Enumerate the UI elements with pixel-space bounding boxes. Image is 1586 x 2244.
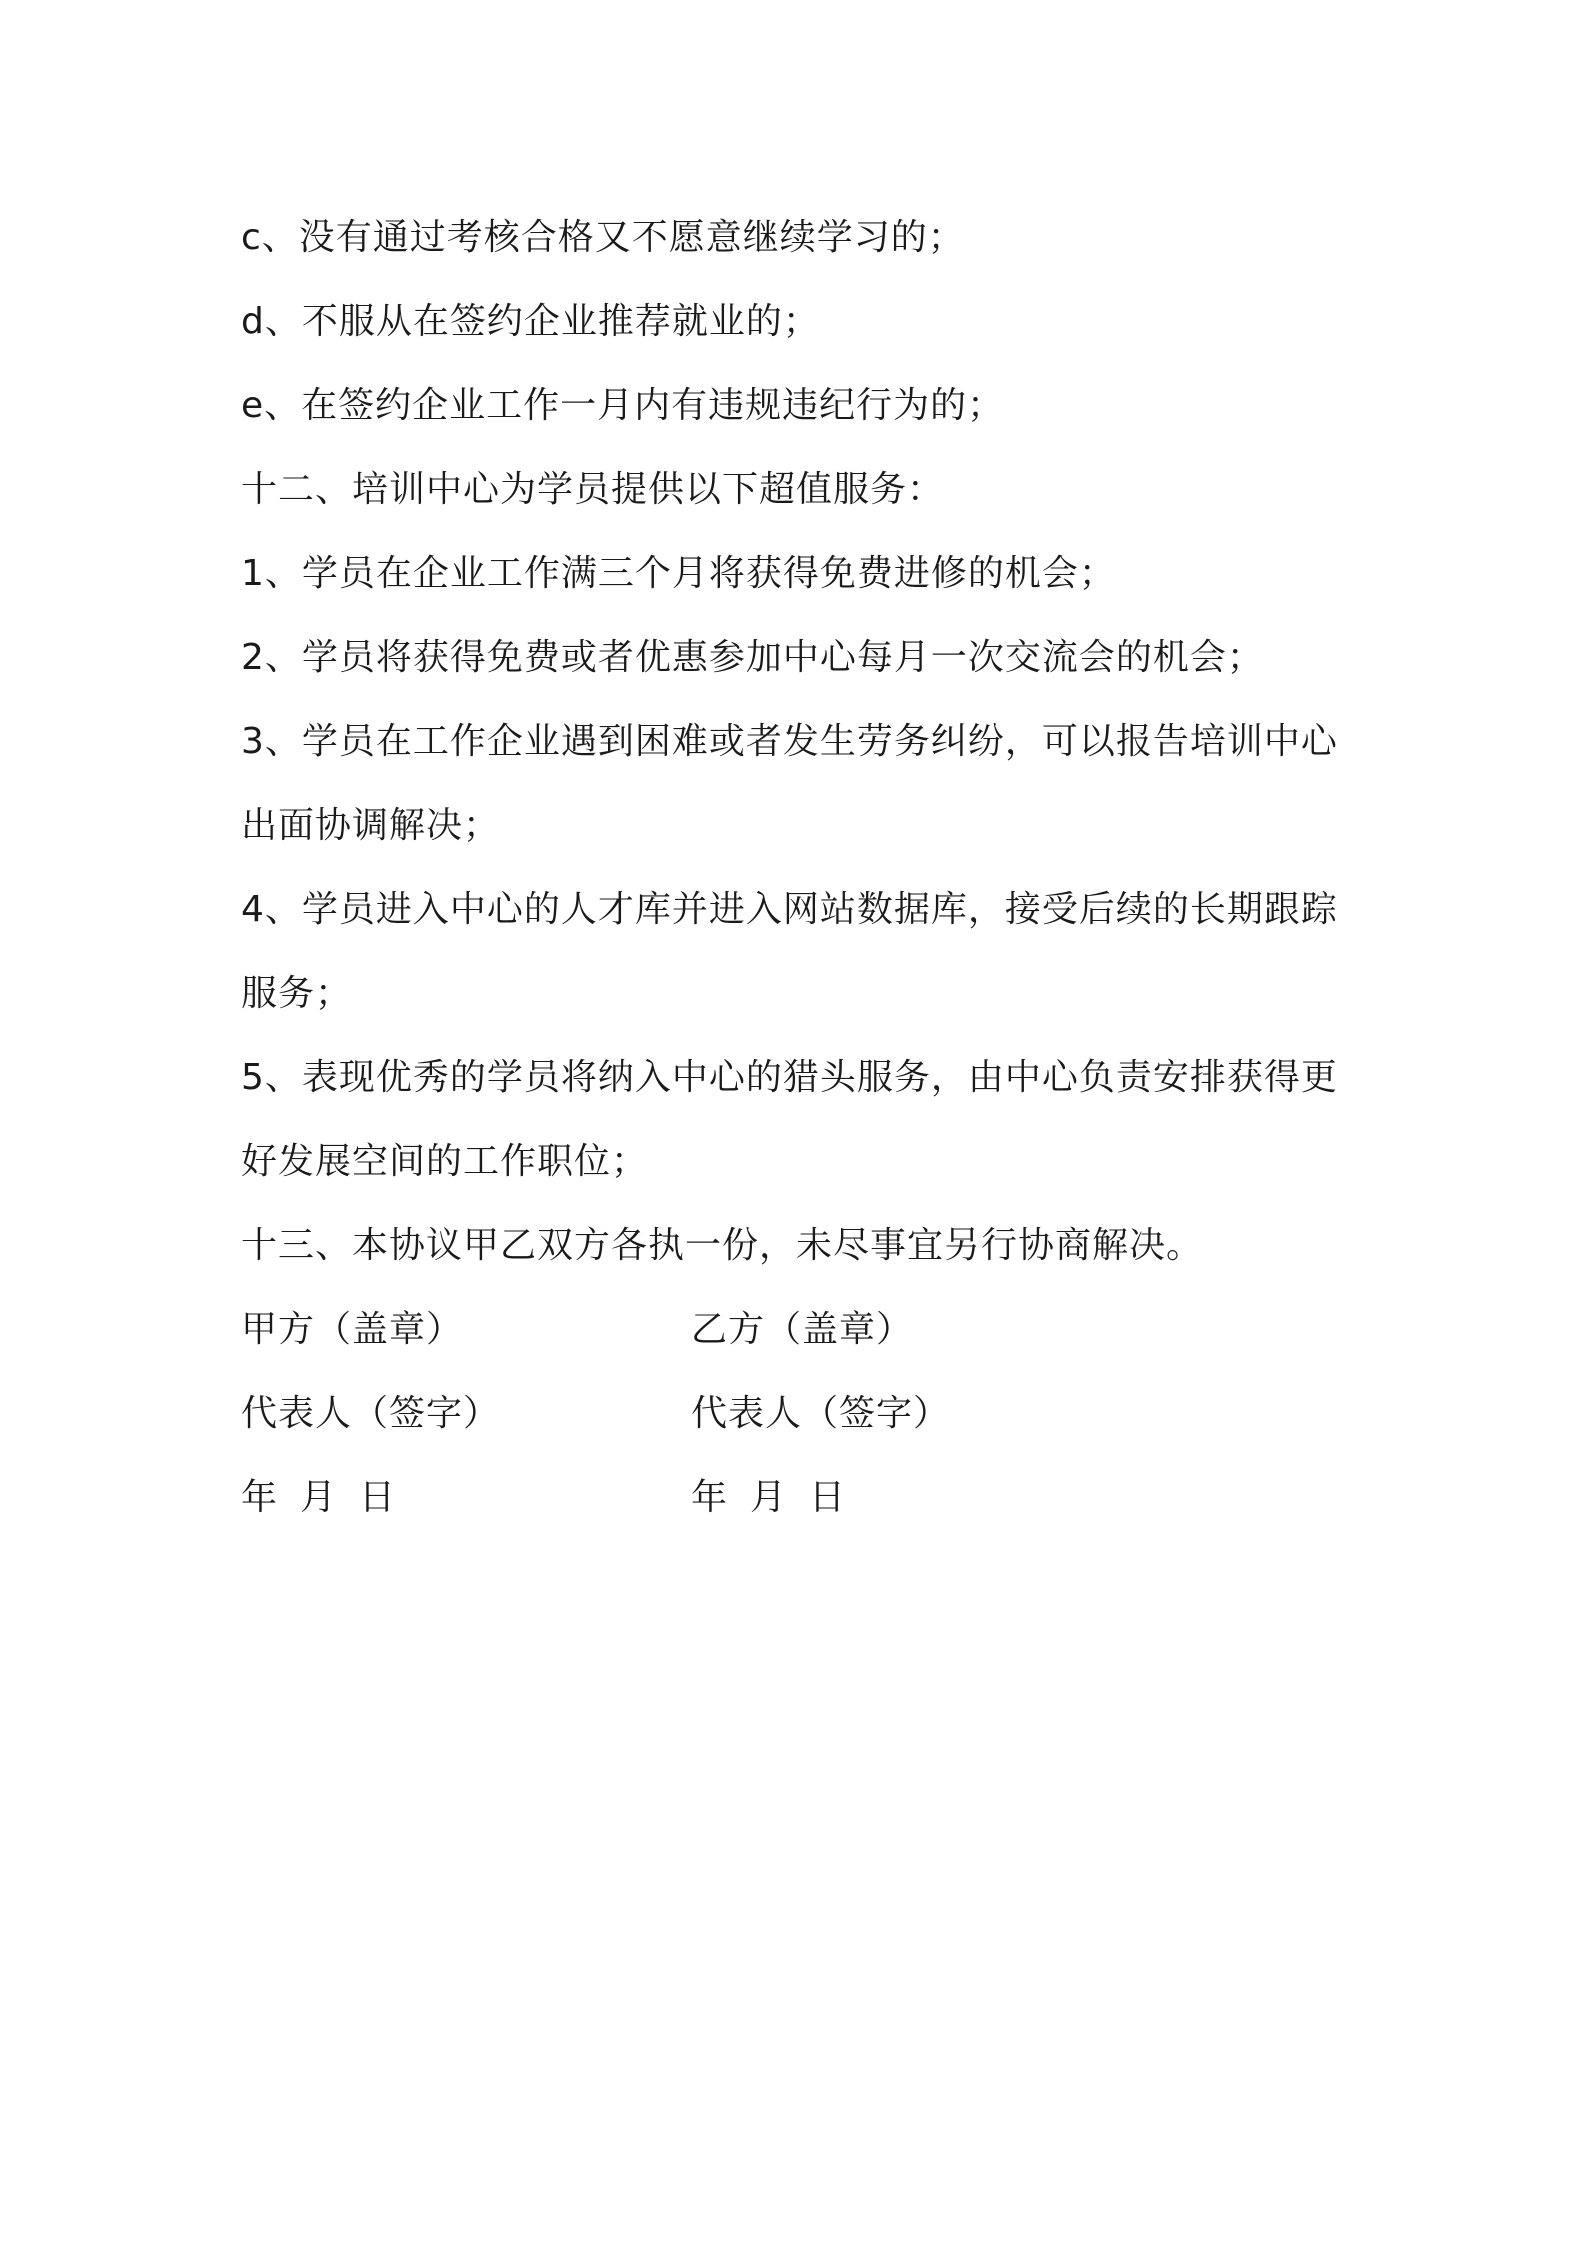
service-item-2: 2、学员将获得免费或者优惠参加中心每月一次交流会的机会； xyxy=(241,637,1264,678)
party-a-date-month: 月 xyxy=(300,1477,338,1518)
party-a-date-day: 日 xyxy=(359,1477,397,1518)
service-item-1: 1、学员在企业工作满三个月将获得免费进修的机会； xyxy=(241,553,1116,594)
section-thirteen: 十三、本协议甲乙双方各执一份，未尽事宜另行协商解决。 xyxy=(241,1225,1204,1266)
clause-e: e、在签约企业工作一月内有违规违纪行为的； xyxy=(241,385,1005,426)
date-row xyxy=(241,1456,1361,1540)
service-item-4-continued: 服务； xyxy=(241,973,353,1014)
party-a-representative: 代表人（签字） xyxy=(241,1393,501,1434)
service-item-4: 4、学员进入中心的人才库并进入网站数据库，接受后续的长期跟踪 xyxy=(241,889,1338,930)
representative-row xyxy=(241,1372,1361,1456)
party-b-date-day: 日 xyxy=(809,1477,847,1518)
party-b-date xyxy=(691,1456,1141,1540)
service-item-5-continued: 好发展空间的工作职位； xyxy=(241,1141,649,1182)
document-page xyxy=(241,196,1361,1540)
party-a-seal: 甲方（盖章） xyxy=(241,1309,464,1350)
party-a-date xyxy=(241,1456,691,1540)
party-b-date-month: 月 xyxy=(750,1477,788,1518)
clause-c: c、没有通过考核合格又不愿意继续学习的； xyxy=(241,217,965,258)
clause-d: d、不服从在签约企业推荐就业的； xyxy=(241,301,820,342)
party-b-representative: 代表人（签字） xyxy=(691,1393,951,1434)
party-a-date-year: 年 xyxy=(241,1477,279,1518)
service-item-3-continued: 出面协调解决； xyxy=(241,805,501,846)
service-item-3: 3、学员在工作企业遇到困难或者发生劳务纠纷，可以报告培训中心 xyxy=(241,721,1338,762)
service-item-5: 5、表现优秀的学员将纳入中心的猎头服务，由中心负责安排获得更 xyxy=(241,1057,1338,1098)
seal-row xyxy=(241,1288,1361,1372)
party-b-seal: 乙方（盖章） xyxy=(691,1309,914,1350)
section-twelve-heading: 十二、培训中心为学员提供以下超值服务： xyxy=(241,469,945,510)
party-b-date-year: 年 xyxy=(691,1477,729,1518)
